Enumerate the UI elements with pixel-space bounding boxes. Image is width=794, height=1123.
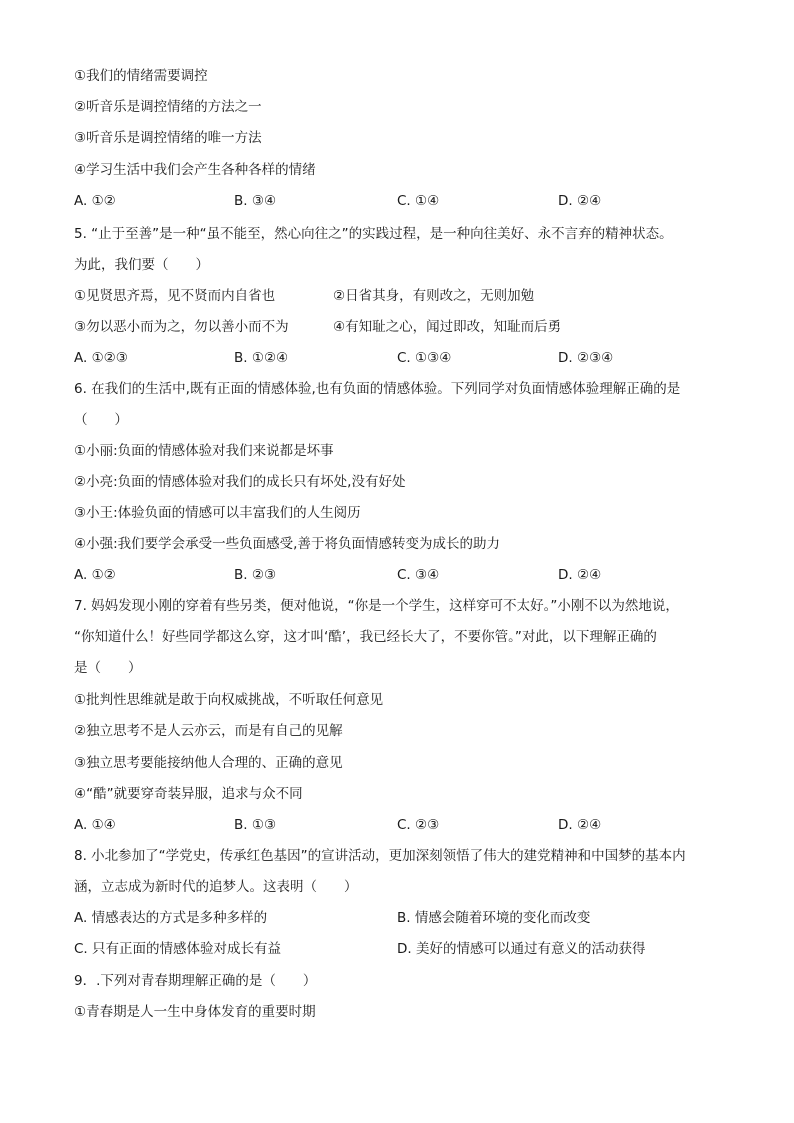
q6-option-c: C. ③④ — [397, 567, 440, 583]
q4-item-1: ①我们的情绪需要调控 — [74, 68, 208, 84]
q9-stem: 9．.下列对青春期理解正确的是（ ） — [74, 973, 317, 989]
q8-option-b: B. 情感会随着环境的变化而改变 — [397, 910, 591, 926]
q6-option-b: B. ②③ — [234, 567, 277, 583]
q9-item-1: ①青春期是人一生中身体发育的重要时期 — [74, 1004, 316, 1020]
q4-item-4: ④学习生活中我们会产生各种各样的情绪 — [74, 162, 316, 178]
q4-option-c: C. ①④ — [397, 193, 440, 209]
q8-option-a: A. 情感表达的方式是多种多样的 — [74, 910, 268, 926]
q5-item-1: ①见贤思齐焉，见不贤而内自省也 — [74, 288, 276, 304]
q5-stem-line-2: 为此，我们要（ ） — [74, 257, 209, 273]
q7-item-1: ①批判性思维就是敢于向权威挑战，不听取任何意见 — [74, 692, 384, 708]
q7-item-2: ②独立思考不是人云亦云，而是有自己的见解 — [74, 723, 343, 739]
q7-stem-line-2: “你知道什么！好些同学都这么穿，这才叫‘酷’，我已经长大了，不要你管。”对此，以下理解正确的 — [74, 629, 657, 645]
q6-stem-line-2: （ ） — [74, 412, 128, 428]
q5-item-4: ④有知耻之心，闻过即改，知耻而后勇 — [333, 319, 562, 335]
q4-option-b: B. ③④ — [234, 193, 277, 209]
q7-stem-line-3: 是（ ） — [74, 660, 142, 676]
q6-option-d: D. ②④ — [558, 567, 602, 583]
q5-item-2: ②日省其身，有则改之，无则加勉 — [333, 288, 535, 304]
q7-option-a: A. ①④ — [74, 817, 116, 833]
q6-stem-line-1: 6. 在我们的生活中,既有正面的情感体验,也有负面的情感体验。下列同学对负面情感体验理解正确的是 — [74, 381, 681, 397]
q8-stem-line-2: 涵，立志成为新时代的追梦人。这表明（ ） — [74, 879, 358, 895]
q6-option-a: A. ①② — [74, 567, 116, 583]
q7-stem-line-1: 7. 妈妈发现小刚的穿着有些另类，便对他说，“你是一个学生，这样穿可不太好。”小刚不以为然地说， — [74, 598, 679, 614]
q6-item-3: ③小王:体验负面的情感可以丰富我们的人生阅历 — [74, 505, 361, 521]
q7-option-c: C. ②③ — [397, 817, 440, 833]
q4-option-a: A. ①② — [74, 193, 116, 209]
q4-item-2: ②听音乐是调控情绪的方法之一 — [74, 99, 262, 115]
q6-item-1: ①小丽:负面的情感体验对我们来说都是坏事 — [74, 443, 334, 459]
q6-item-2: ②小亮:负面的情感体验对我们的成长只有坏处,没有好处 — [74, 474, 406, 490]
q5-option-d: D. ②③④ — [558, 350, 614, 366]
q7-option-b: B. ①③ — [234, 817, 277, 833]
q7-item-3: ③独立思考要能接纳他人合理的、正确的意见 — [74, 755, 343, 771]
q5-option-b: B. ①②④ — [234, 350, 289, 366]
q8-option-c: C. 只有正面的情感体验对成长有益 — [74, 941, 282, 957]
q5-item-3: ③勿以恶小而为之，勿以善小而不为 — [74, 319, 289, 335]
q7-option-d: D. ②④ — [558, 817, 602, 833]
q6-item-4: ④小强:我们要学会承受一些负面感受,善于将负面情感转变为成长的助力 — [74, 536, 500, 552]
q8-option-d: D. 美好的情感可以通过有意义的活动获得 — [397, 941, 646, 957]
q5-stem-line-1: 5. “止于至善”是一种“虽不能至，然心向往之”的实践过程，是一种向往美好、永不言弃的精神状态。 — [74, 226, 673, 242]
q4-item-3: ③听音乐是调控情绪的唯一方法 — [74, 130, 262, 146]
q5-option-a: A. ①②③ — [74, 350, 128, 366]
q4-option-d: D. ②④ — [558, 193, 602, 209]
q5-option-c: C. ①③④ — [397, 350, 452, 366]
q8-stem-line-1: 8. 小北参加了“学党史，传承红色基因”的宣讲活动，更加深刻领悟了伟大的建党精神和中国梦的基本内 — [74, 848, 686, 864]
q7-item-4: ④“酷”就要穿奇装异服，追求与众不同 — [74, 786, 303, 802]
